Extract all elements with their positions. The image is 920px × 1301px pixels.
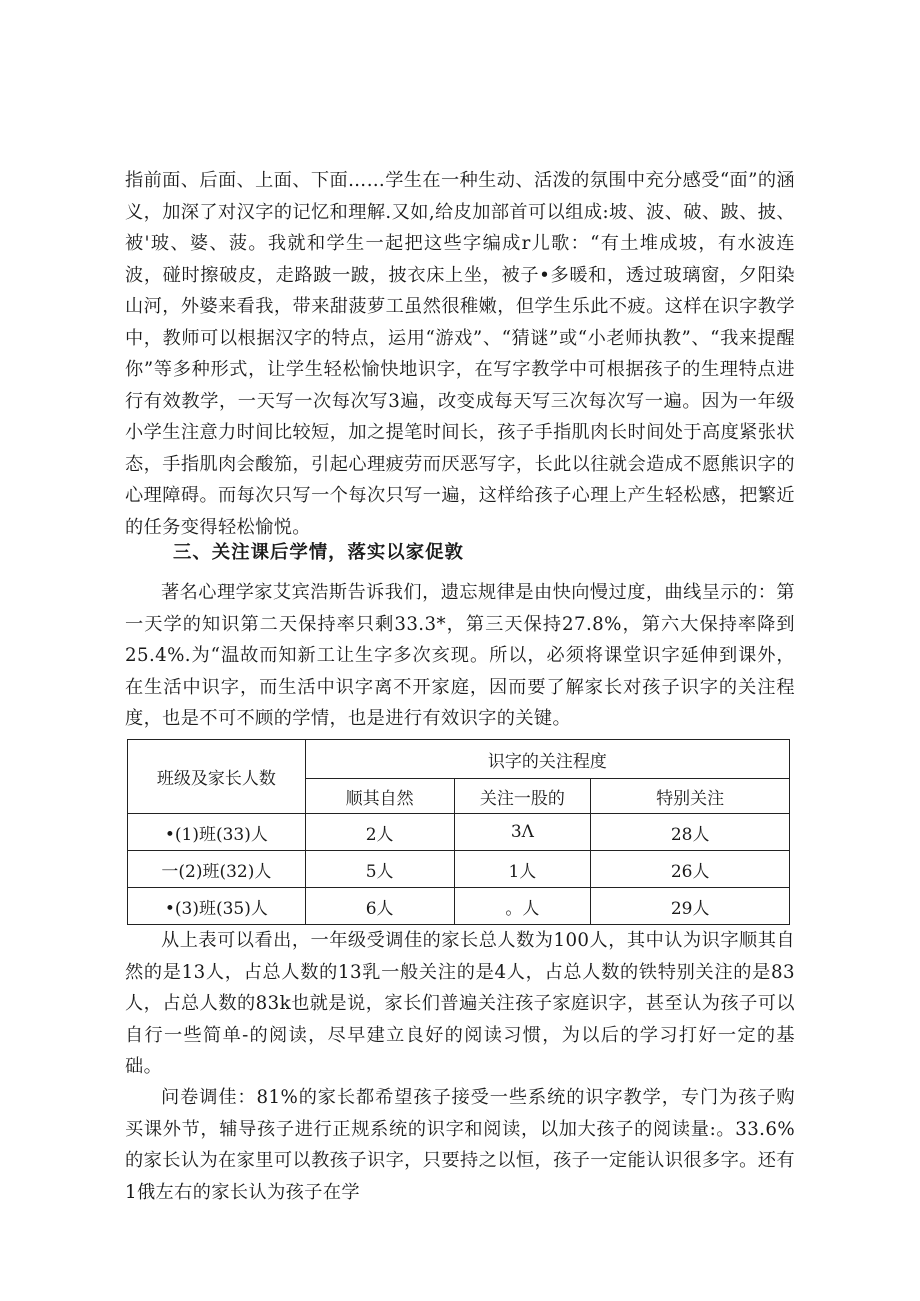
column-header: 关注一股的 xyxy=(454,779,591,814)
column-header: 特别关注 xyxy=(591,779,790,814)
attention-survey-table xyxy=(127,739,790,925)
row-header-cell: 班级及家长人数 xyxy=(128,740,306,814)
paragraph-table-analysis: 从上表可以看出，一年级受调佳的家长总人数为100人，其中认为识字顺其自然的是13人，占总人数的13乳一般关注的是4人，占总人数的铁特别关注的是83人，占总人数的83k也就是说，家长们普遍关注孩子家庭识字，甚至认为孩子可以自行一些简单-的阅读，尽早建立良好的阅读习惯，为以后的学习打好一定的基础。 xyxy=(125,930,795,1077)
table-row xyxy=(128,851,790,888)
row-label: •(3)班(35)人 xyxy=(128,888,306,925)
paragraph-intro: 指前面、后面、上面、下面……学生在一种生动、活泼的氛围中充分感受“面”的涵义，加深了对汉字的记忆和理解.又如,给皮加部首可以组成:坡、波、破、跛、披、被'玻、婆、菠。我就和学生一起把这些字编成r儿歌：“有土堆成坡，有水波连波，碰时擦破皮，走路跛一跛，披衣床上坐，被子•多暖和，透过玻璃窗，夕阳染山河，外婆来看我，带来甜菠萝工虽然很稚嫩，但学生乐此不疲。这样在识字教学中，教师可以根据汉字的特点，运用“游戏”、“猜谜”或“小老师执教”、“我来提醒你”等多种形式，让学生轻松愉快地识字，在写字教学中可根据孩子的生理特点进行有效教学，一天写一次每次写3遍，改变成每天写三次每次写一遍。因为一年级小学生注意力时间比较短，加之提笔时间长，孩子手指肌肉长时间处于高度紧张状态，手指肌肉会酸笳，引起心理疲劳而厌恶写字，长此以往就会造成不愿熊识字的心理障碍。而每次只写一个每次只写一遍，这样给孩子心理上产生轻松感，把繁近的任务变得轻松愉悦。 xyxy=(125,170,795,538)
row-label: •(1)班(33)人 xyxy=(128,814,306,851)
table-cell: 5人 xyxy=(305,851,454,888)
paragraph-forgetting-curve: 著名心理学家艾宾浩斯告诉我们，遗忘规律是由快向慢过度，曲线呈示的：第一天学的知识第二天保持率只剩33.3*，第三天保持27.8%，第六大保持率降到25.4%.为“温故而知新工让生字多次亥现。所以，必须将课堂识字延伸到课外，在生活中识字，而生活中识字离不开家庭，因而要了解家长对孩子识字的关注程度，也是不可不顾的学情，也是进行有效识字的关键。 xyxy=(125,582,795,729)
row-label: 一(2)班(32)人 xyxy=(128,851,306,888)
table-cell: 29人 xyxy=(591,888,790,925)
group-header-cell: 识字的关注程度 xyxy=(305,740,789,779)
table-cell: 3Λ xyxy=(454,814,591,851)
table-cell: 26人 xyxy=(591,851,790,888)
section-heading: 三、关注课后学情，落实以家促敦 xyxy=(173,542,464,563)
paragraph-questionnaire: 问卷调佳：81%的家长都希望孩子接受一些系统的识字教学，专门为孩子购买课外节，辅导孩子进行正规系统的识字和阅读，以加大孩子的阅读量:。33.6%的家长认为在家里可以教孩子识字，只要持之以恒，孩子一定能认识很多字。还有1俄左右的家长认为孩子在学 xyxy=(125,1087,795,1203)
table-cell: 2人 xyxy=(305,814,454,851)
table-cell: 1人 xyxy=(454,851,591,888)
table-row xyxy=(128,888,790,925)
table-row xyxy=(128,814,790,851)
table-cell: 6人 xyxy=(305,888,454,925)
table-cell: 。人 xyxy=(454,888,591,925)
column-header: 顺其自然 xyxy=(305,779,454,814)
table-cell: 28人 xyxy=(591,814,790,851)
